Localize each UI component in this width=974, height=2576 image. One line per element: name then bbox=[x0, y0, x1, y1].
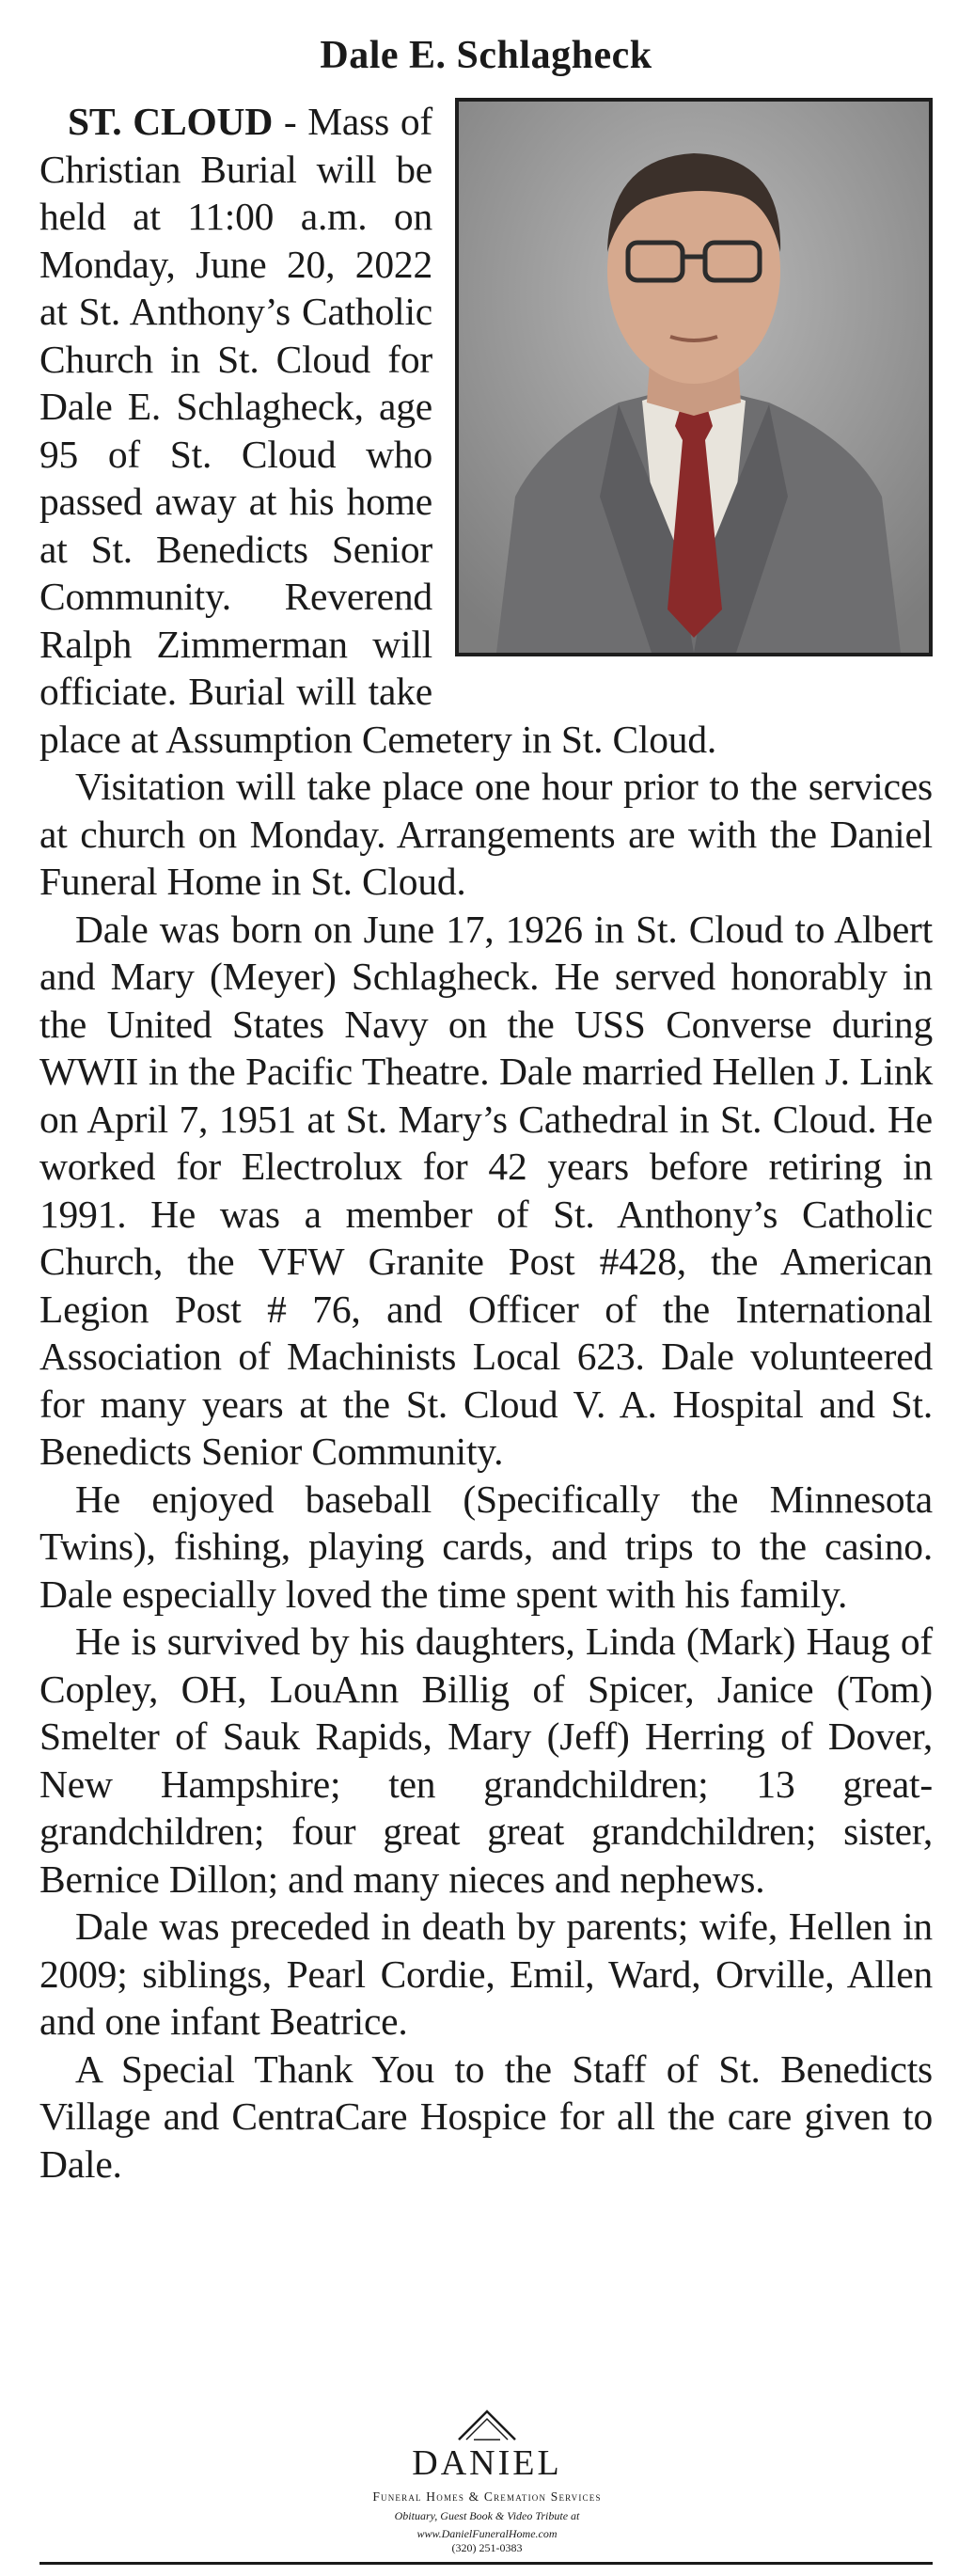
obituary-title: Dale E. Schlagheck bbox=[320, 34, 652, 77]
bottom-divider bbox=[39, 2562, 933, 2565]
funeral-home-logo bbox=[0, 2408, 974, 2555]
paragraph-visitation: Visitation will take place one hour prior to the services at church on Monday. Arrangements are with the Daniel Funeral Home in St. Cloud. bbox=[39, 765, 933, 903]
funeral-home-info: Obituary, Guest Book & Video Tribute at bbox=[394, 2509, 580, 2522]
paragraph-biography: Dale was born on June 17, 1926 in St. Cloud to Albert and Mary (Meyer) Schlagheck. He served honorably in the United States Navy on the USS Converse during WWII in the Pacific Theatre. Dale married Hellen J. Link on April 7, 1951 at St. Mary’s Cathedral in St. Cloud. He worked for Electrolux for 42 years before retiring in 1991. He was a member of St. Anthony’s Catholic Church, the VFW Granite Post #428, the American Legion Post # 76, and Officer of the International Association of Machinists Local 623. Dale volunteered for many years at the St. Cloud V. A. Hospital and St. Benedicts Senior Community. bbox=[39, 907, 933, 1473]
paragraph-service-text: - Mass of Christian Burial will be held at 11:00 a.m. on Monday, June 20, 2022 at St. Anthony’s Catholic Church in St. Cloud for Dale E. Schlagheck, age 95 of St. Cloud who passed away at his home at St. Benedicts Senior Community. Reverend Ralph Zimmerman will officiate. Burial will take place at Assumption Cemetery in St. Cloud. bbox=[39, 100, 717, 761]
obituary-body bbox=[39, 98, 933, 2188]
funeral-home-subtitle: Funeral Homes & Cremation Services bbox=[372, 2489, 602, 2504]
portrait-illustration bbox=[459, 102, 929, 653]
chapel-icon bbox=[457, 2408, 517, 2442]
portrait-photo bbox=[455, 98, 933, 656]
funeral-home-website: www.DanielFuneralHome.com bbox=[416, 2527, 558, 2540]
paragraph-hobbies: He enjoyed baseball (Specifically the Minnesota Twins), fishing, playing cards, and trips to the casino. Dale especially loved the time spent with his family. bbox=[39, 1477, 933, 1616]
paragraph-survivors: He is survived by his daughters, Linda (Mark) Haug of Copley, OH, LouAnn Billig of Spicer, Janice (Tom) Smelter of Sauk Rapids, Mary (Jeff) Herring of Dover, New Hampshire; ten grandchildren; 13 great-grandchildren; four great great grandchildren; sister, Bernice Dillon; and many nieces and nephews. bbox=[39, 1620, 933, 1901]
paragraph-preceded: Dale was preceded in death by parents; wife, Hellen in 2009; siblings, Pearl Cordie, Emil, Ward, Orville, Allen and one infant Beatrice. bbox=[39, 1904, 933, 2043]
funeral-home-phone: (320) 251-0383 bbox=[451, 2541, 523, 2554]
funeral-home-name: DANIEL bbox=[412, 2443, 562, 2483]
dateline: ST. CLOUD bbox=[68, 100, 274, 143]
paragraph-thanks: A Special Thank You to the Staff of St. Benedicts Village and CentraCare Hospice for all the care given to Dale. bbox=[39, 2047, 933, 2186]
